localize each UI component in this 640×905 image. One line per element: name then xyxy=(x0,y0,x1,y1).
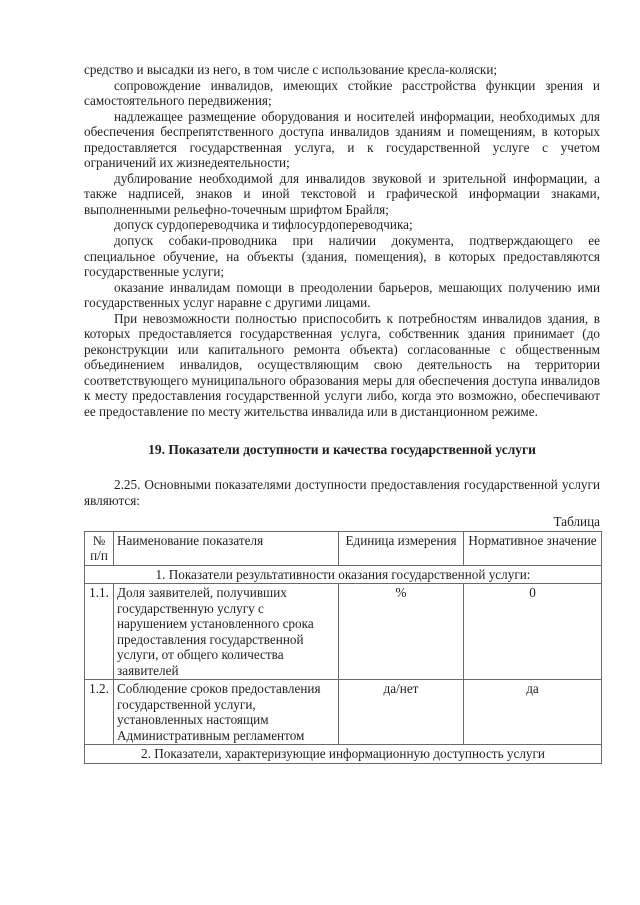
intro-paragraph: 2.25. Основными показателями доступности предоставления государственной услуги являются: xyxy=(84,477,600,508)
paragraph: средство и высадки из него, в том числе с использование кресла-коляски; xyxy=(84,62,498,77)
section-title: 2. Показатели, характеризующие информационную доступность услуги xyxy=(85,745,602,764)
table-header-row xyxy=(85,531,602,565)
table-section-row xyxy=(85,565,602,584)
body-text xyxy=(84,62,600,420)
row-unit: % xyxy=(339,584,464,680)
table-row xyxy=(85,584,602,680)
row-num: 1.2. xyxy=(85,680,114,745)
row-norm: да xyxy=(464,680,602,745)
document-page xyxy=(84,62,600,764)
header-name: Наименование показателя xyxy=(114,531,339,565)
table-row xyxy=(85,680,602,745)
row-unit: да/нет xyxy=(339,680,464,745)
header-norm: Нормативное значение xyxy=(464,531,602,565)
paragraph: надлежащее размещение оборудования и носителей информации, необходимых для обеспечения беспрепятственного доступа инвалидов зданиям и помещениям, в которых предоставляется государственная услуга, и к государственной услуге с учетом ограничений их жизнедеятельности; xyxy=(84,108,600,171)
section-title: 1. Показатели результативности оказания государственной услуги: xyxy=(85,565,602,584)
row-num: 1.1. xyxy=(85,584,114,680)
table-section-row xyxy=(85,745,602,764)
section-heading: 19. Показатели доступности и качества государственной услуги xyxy=(148,441,536,457)
header-unit: Единица измерения xyxy=(339,531,464,565)
row-norm: 0 xyxy=(464,584,602,680)
table-caption: Таблица xyxy=(553,514,600,530)
paragraph: допуск сурдопереводчика и тифлосурдопереводчика; xyxy=(114,217,413,233)
paragraph: сопровождение инвалидов, имеющих стойкие расстройства функции зрения и самостоятельного передвижения; xyxy=(84,77,600,109)
indicators-table xyxy=(84,531,602,764)
header-num: № п/п xyxy=(85,531,114,565)
paragraph: оказание инвалидам помощи в преодолении барьеров, мешающих получению ими государственных услуг наравне с другими лицами. xyxy=(84,279,600,311)
paragraph: При невозможности полностью приспособить к потребностям инвалидов здания, в которых предоставляется государственная услуга, собственник здания принимает (до реконструкции или капитального ремонта объекта) согласованные с общественным объединением инвалидов, осуществляющим свою деятельность на территории соответствующего муниципального образования меры для обеспечения доступа инвалидов к месту предоставления государственной услуги либо, когда это возможно, обеспечивают ее предоставление по месту жительства инвалида или в дистанционном режиме. xyxy=(84,310,600,420)
paragraph: дублирование необходимой для инвалидов звуковой и зрительной информации, а также надписей, знаков и иной текстовой и графической информации знаками, выполненными рельефно-точечным шрифтом Брайля; xyxy=(84,170,600,217)
row-name: Доля заявителей, получивших государственную услугу с нарушением установленного срока предоставления государственной услуги, от общего количества заявителей xyxy=(114,584,339,680)
paragraph: допуск собаки-проводника при наличии документа, подтверждающего ее специальное обучение, на объекты (здания, помещения), в которых предоставляются государственные услуги; xyxy=(84,233,600,280)
row-name: Соблюдение сроков предоставления государственной услуги, установленных настоящим Административным регламентом xyxy=(114,680,339,745)
